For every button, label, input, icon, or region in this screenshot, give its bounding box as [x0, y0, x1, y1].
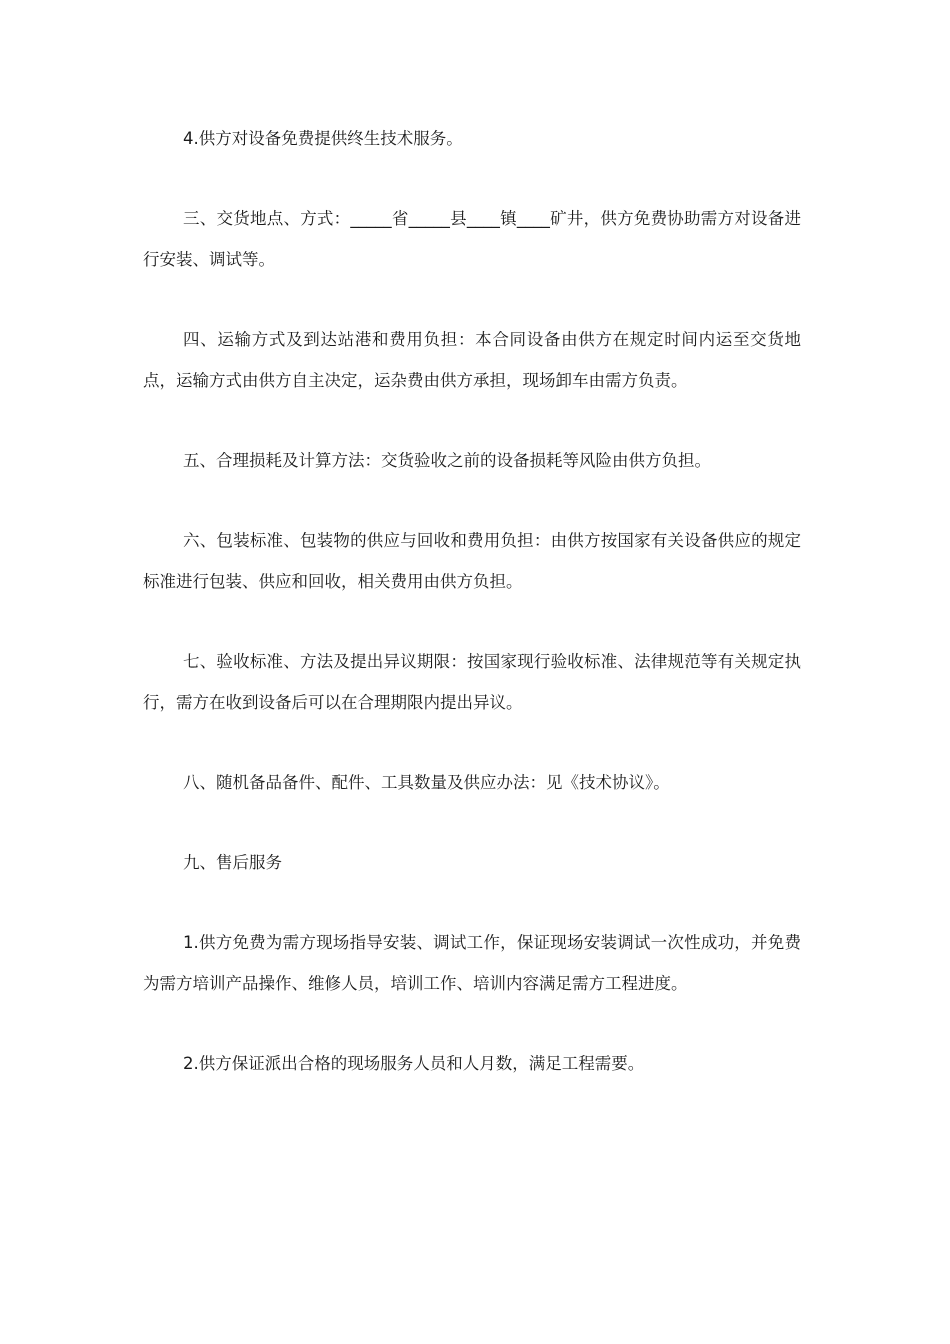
paragraph-transport: 四、运输方式及到达站港和费用负担：本合同设备由供方在规定时间内运至交货地点，运输方式由供方自主决定，运杂费由供方承担，现场卸车由需方负责。 — [143, 330, 801, 390]
paragraph-service-lifetime: 4.供方对设备免费提供终生技术服务。 — [183, 129, 463, 148]
paragraph-packaging: 六、包装标准、包装物的供应与回收和费用负担：由供方按国家有关设备供应的规定标准进行包装、供应和回收，相关费用由供方负担。 — [143, 531, 801, 591]
paragraph-acceptance: 七、验收标准、方法及提出异议期限：按国家现行验收标准、法律规范等有关规定执行，需方在收到设备后可以在合理期限内提出异议。 — [143, 652, 801, 712]
document-body — [143, 118, 801, 1123]
paragraph-loss: 五、合理损耗及计算方法：交货验收之前的设备损耗等风险由供方负担。 — [183, 451, 711, 470]
paragraph-after-sales-2: 2.供方保证派出合格的现场服务人员和人月数，满足工程需要。 — [183, 1054, 645, 1073]
paragraph-spare-parts: 八、随机备品备件、配件、工具数量及供应办法：见《技术协议》。 — [183, 773, 670, 792]
paragraph-delivery-location: 三、交货地点、方式：_____省_____县____镇____矿井，供方免费协助需方对设备进行安装、调试等。 — [143, 209, 801, 269]
paragraph-after-sales-1: 1.供方免费为需方现场指导安装、调试工作，保证现场安装调试一次性成功，并免费为需方培训产品操作、维修人员，培训工作、培训内容满足需方工程进度。 — [143, 933, 801, 993]
section-heading-after-sales: 九、售后服务 — [183, 853, 282, 872]
